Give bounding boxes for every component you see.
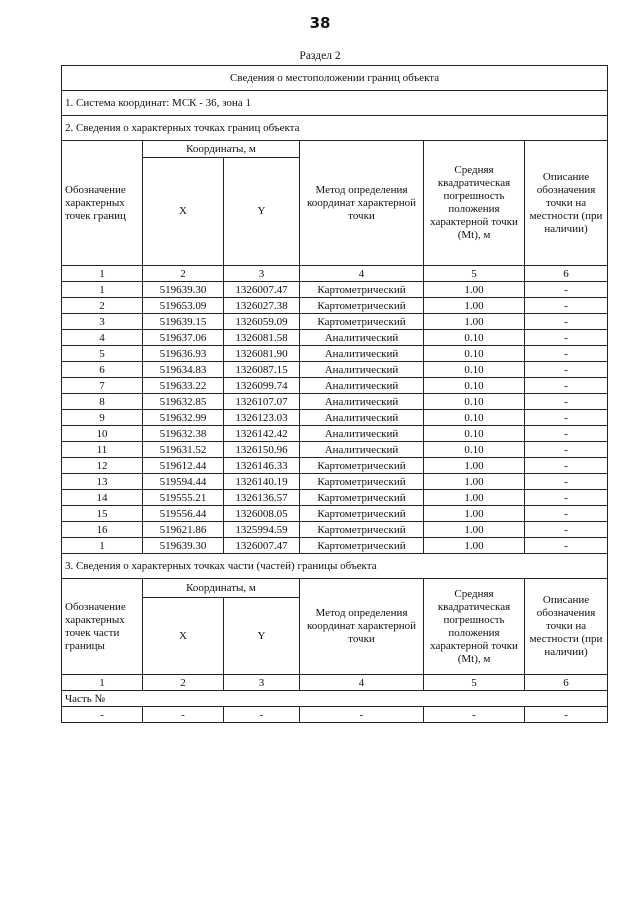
table-cell: 1.00	[424, 538, 525, 554]
table-cell: 519639.30	[143, 282, 224, 298]
table-row	[62, 394, 608, 410]
header-y: Y	[224, 158, 300, 266]
table-cell: -	[525, 442, 608, 458]
table-cell: Картометрический	[300, 474, 424, 490]
table-cell: 1326007.47	[224, 538, 300, 554]
table-cell: 7	[62, 378, 143, 394]
table-cell: -	[525, 330, 608, 346]
section-label: Раздел 2	[299, 50, 341, 62]
table-row	[62, 378, 608, 394]
table-cell: 1326140.19	[224, 474, 300, 490]
table-cell: 9	[62, 410, 143, 426]
table-cell: 1326059.09	[224, 314, 300, 330]
table-row	[62, 330, 608, 346]
column-number: 1	[62, 675, 143, 691]
table-cell: Картометрический	[300, 490, 424, 506]
table-cell: -	[525, 707, 608, 723]
column-number: 5	[424, 675, 525, 691]
table-row	[62, 506, 608, 522]
table-cell: -	[525, 298, 608, 314]
table-cell: 1326142.42	[224, 426, 300, 442]
table-cell: -	[525, 458, 608, 474]
table-cell: Аналитический	[300, 442, 424, 458]
table-row	[62, 474, 608, 490]
table-cell: 1.00	[424, 490, 525, 506]
table-row	[62, 707, 608, 723]
header-error: Средняя квадратическая погрешность положения характерной точки (Mt), м	[424, 579, 525, 675]
table-cell: 1.00	[424, 474, 525, 490]
table-row	[62, 314, 608, 330]
table-cell: 2	[62, 298, 143, 314]
table-cell: 10	[62, 426, 143, 442]
column-number: 2	[143, 266, 224, 282]
table-cell: 5	[62, 346, 143, 362]
table-cell: 519634.83	[143, 362, 224, 378]
section3-title: 3. Сведения о характерных точках части (частей) границы объекта	[62, 554, 608, 579]
table-cell: -	[62, 707, 143, 723]
table-row	[62, 426, 608, 442]
table-cell: 1326081.90	[224, 346, 300, 362]
table-cell: 15	[62, 506, 143, 522]
column-number: 4	[300, 675, 424, 691]
table-cell: Аналитический	[300, 362, 424, 378]
table-row	[62, 362, 608, 378]
table-cell: Аналитический	[300, 330, 424, 346]
table-cell: 1.00	[424, 506, 525, 522]
table-cell: 0.10	[424, 442, 525, 458]
table-cell: -	[525, 362, 608, 378]
table-cell: 1326099.74	[224, 378, 300, 394]
column-number: 3	[224, 266, 300, 282]
table-cell: 519632.38	[143, 426, 224, 442]
table-cell: 519639.30	[143, 538, 224, 554]
table-cell: 519637.06	[143, 330, 224, 346]
table-cell: 0.10	[424, 378, 525, 394]
table-cell: -	[525, 474, 608, 490]
table-cell: Картометрический	[300, 298, 424, 314]
table-cell: 1.00	[424, 298, 525, 314]
table-cell: 11	[62, 442, 143, 458]
table-cell: 4	[62, 330, 143, 346]
table-row	[62, 522, 608, 538]
table-cell: Картометрический	[300, 522, 424, 538]
table-cell: -	[525, 394, 608, 410]
table-cell: 1325994.59	[224, 522, 300, 538]
table-cell: 519636.93	[143, 346, 224, 362]
table-cell: 6	[62, 362, 143, 378]
table-row	[62, 442, 608, 458]
page-number: 38	[309, 14, 331, 32]
table-cell: Картометрический	[300, 314, 424, 330]
column-number: 4	[300, 266, 424, 282]
table-cell: 1326146.33	[224, 458, 300, 474]
column-number: 1	[62, 266, 143, 282]
section2-title: 2. Сведения о характерных точках границ объекта	[62, 116, 608, 141]
table-cell: -	[525, 522, 608, 538]
table-cell: 519621.86	[143, 522, 224, 538]
table-cell: 14	[62, 490, 143, 506]
table-cell: 1	[62, 538, 143, 554]
table-cell: Аналитический	[300, 426, 424, 442]
table-cell: 1326008.05	[224, 506, 300, 522]
table-cell: 519594.44	[143, 474, 224, 490]
table-cell: 1.00	[424, 282, 525, 298]
header-coordinates: Координаты, м	[143, 141, 300, 158]
table-row	[62, 346, 608, 362]
table-cell: 1326081.58	[224, 330, 300, 346]
table-cell: -	[525, 314, 608, 330]
table-cell: 0.10	[424, 394, 525, 410]
table-cell: -	[143, 707, 224, 723]
table-row	[62, 490, 608, 506]
table-cell: Картометрический	[300, 538, 424, 554]
table-cell: Картометрический	[300, 458, 424, 474]
table-cell: 1326150.96	[224, 442, 300, 458]
column-number: 6	[525, 266, 608, 282]
table-cell: 519631.52	[143, 442, 224, 458]
table-row	[62, 282, 608, 298]
table-cell: 1	[62, 282, 143, 298]
table-cell: 12	[62, 458, 143, 474]
table-row	[62, 298, 608, 314]
table-title: Сведения о местоположении границ объекта	[62, 66, 608, 91]
table-row	[62, 538, 608, 554]
column-number: 2	[143, 675, 224, 691]
table-cell: Картометрический	[300, 506, 424, 522]
table-cell: 519632.85	[143, 394, 224, 410]
table-cell: 0.10	[424, 330, 525, 346]
header-x: X	[143, 158, 224, 266]
table-cell: 1326027.38	[224, 298, 300, 314]
table-cell: 0.10	[424, 362, 525, 378]
table-cell: 1.00	[424, 314, 525, 330]
column-numbers-row	[62, 675, 608, 691]
table-cell: -	[224, 707, 300, 723]
table-row	[62, 410, 608, 426]
table-cell: 519633.22	[143, 378, 224, 394]
table-cell: -	[525, 378, 608, 394]
table-cell: -	[525, 426, 608, 442]
table-cell: Картометрический	[300, 282, 424, 298]
table-cell: 0.10	[424, 410, 525, 426]
table-cell: Аналитический	[300, 346, 424, 362]
header-point-name: Обозначение характерных точек границ	[62, 141, 143, 266]
table-cell: 519556.44	[143, 506, 224, 522]
part-label: Часть №	[62, 691, 608, 707]
table-cell: 1.00	[424, 458, 525, 474]
table-cell: -	[424, 707, 525, 723]
table-cell: 519632.99	[143, 410, 224, 426]
coordinate-system: 1. Система координат: МСК - 36, зона 1	[62, 91, 608, 116]
table-cell: Аналитический	[300, 410, 424, 426]
table-cell: 1326007.47	[224, 282, 300, 298]
table-cell: -	[525, 410, 608, 426]
table-row	[62, 458, 608, 474]
table-cell: 0.10	[424, 346, 525, 362]
table-cell: -	[300, 707, 424, 723]
header-method: Метод определения координат характерной точки	[300, 141, 424, 266]
table-cell: 1326087.15	[224, 362, 300, 378]
header-description: Описание обозначения точки на местности (при наличии)	[525, 579, 608, 675]
table-cell: 1326136.57	[224, 490, 300, 506]
header-point-name: Обозначение характерных точек части границы	[62, 579, 143, 675]
table-cell: 16	[62, 522, 143, 538]
header-method: Метод определения координат характерной точки	[300, 579, 424, 675]
table-cell: -	[525, 346, 608, 362]
table-cell: 0.10	[424, 426, 525, 442]
table-cell: -	[525, 490, 608, 506]
table-cell: -	[525, 282, 608, 298]
table-cell: 1326107.07	[224, 394, 300, 410]
column-number: 3	[224, 675, 300, 691]
table-cell: 1326123.03	[224, 410, 300, 426]
table-cell: Аналитический	[300, 378, 424, 394]
column-number: 6	[525, 675, 608, 691]
boundary-table	[61, 65, 608, 723]
table-cell: 3	[62, 314, 143, 330]
header-coordinates: Координаты, м	[143, 579, 300, 598]
table-cell: 13	[62, 474, 143, 490]
header-x: X	[143, 598, 224, 675]
header-error: Средняя квадратическая погрешность положения характерной точки (Mt), м	[424, 141, 525, 266]
table-cell: 519639.15	[143, 314, 224, 330]
table-cell: 519555.21	[143, 490, 224, 506]
table-cell: 519612.44	[143, 458, 224, 474]
table-cell: -	[525, 538, 608, 554]
table-cell: 1.00	[424, 522, 525, 538]
table-cell: 519653.09	[143, 298, 224, 314]
header-description: Описание обозначения точки на местности (при наличии)	[525, 141, 608, 266]
table-cell: Аналитический	[300, 394, 424, 410]
table-cell: -	[525, 506, 608, 522]
table-cell: 8	[62, 394, 143, 410]
header-y: Y	[224, 598, 300, 675]
column-number: 5	[424, 266, 525, 282]
column-numbers-row	[62, 266, 608, 282]
